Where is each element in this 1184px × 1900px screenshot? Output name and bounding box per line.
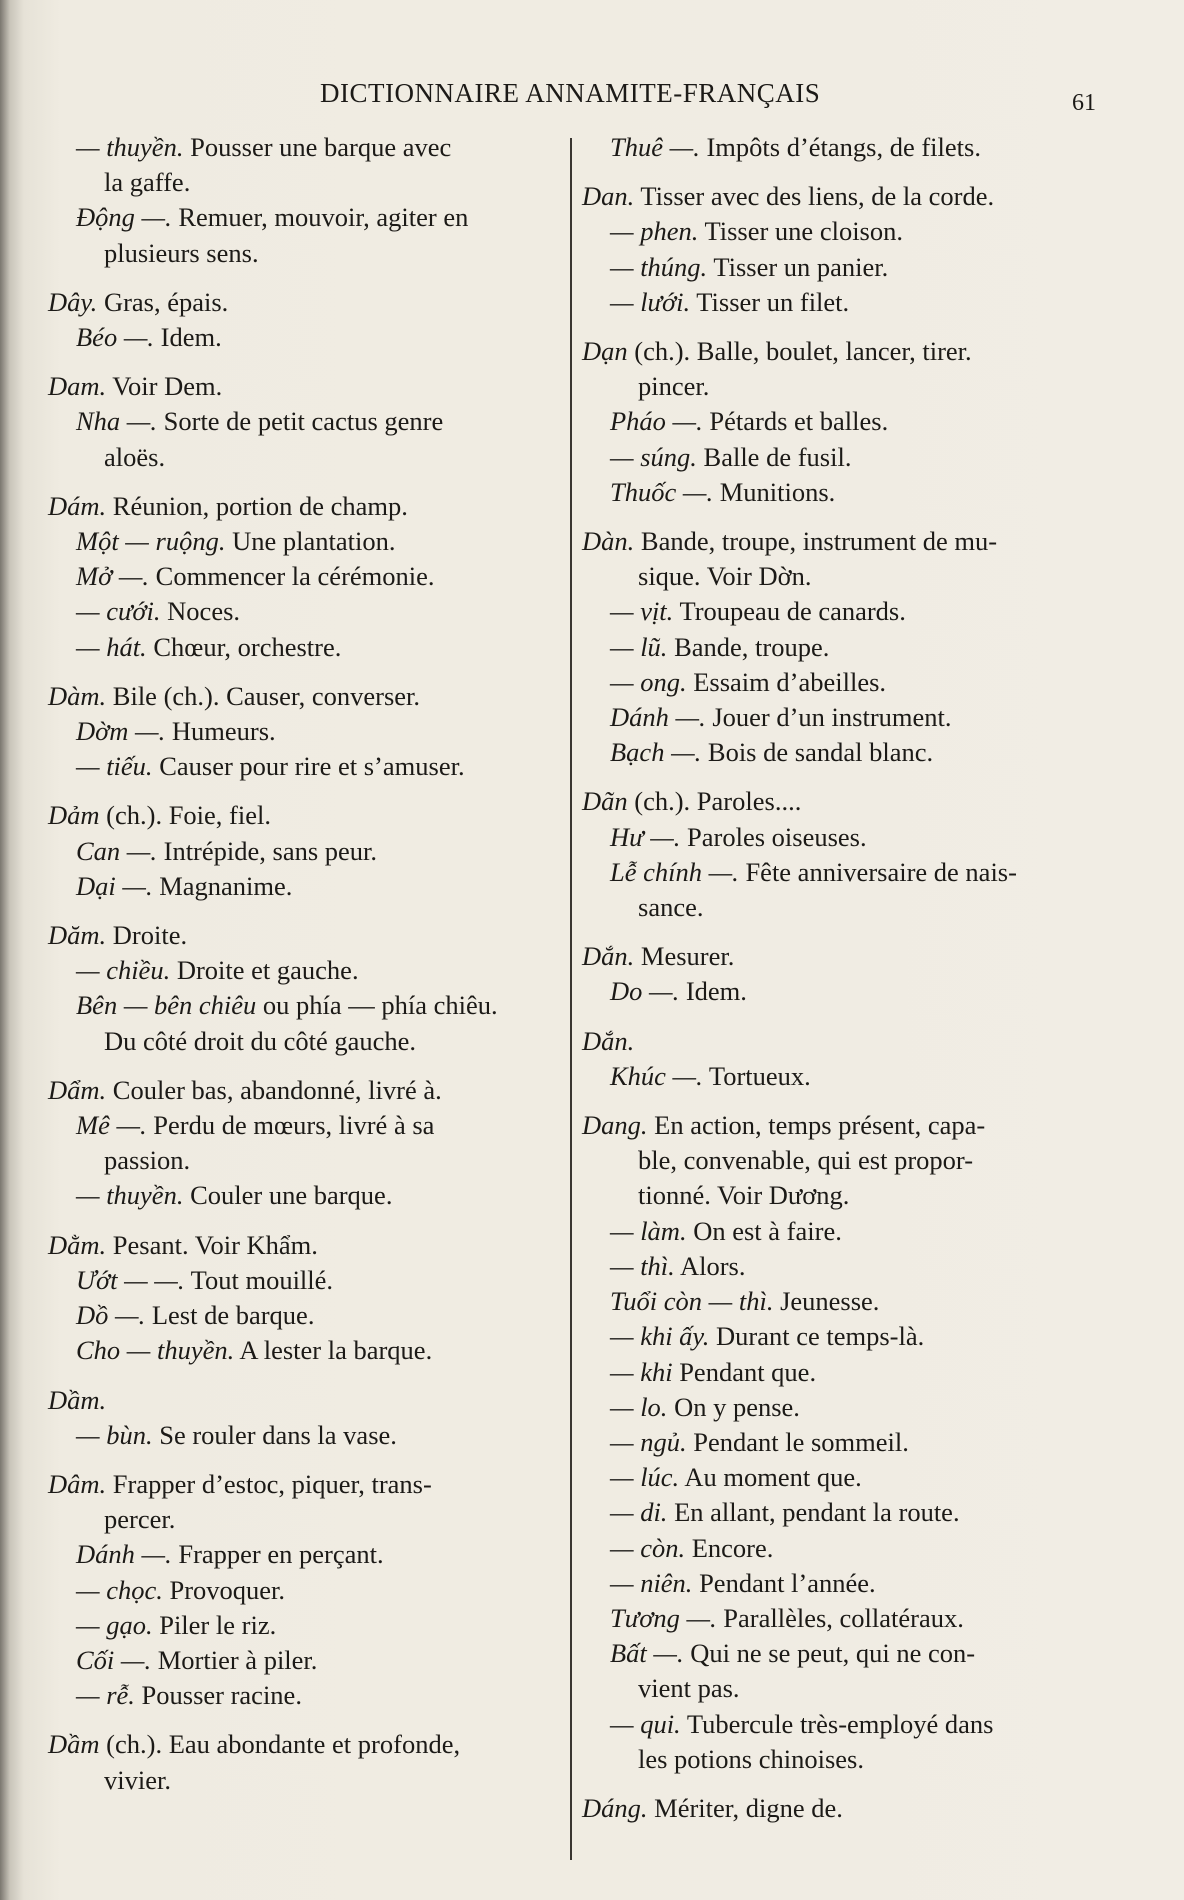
- entry-subentry-line: [582, 1249, 1102, 1284]
- vietnamese-term: — bùn.: [76, 1419, 153, 1450]
- entry-subentry-line: [48, 869, 562, 904]
- french-definition: Lest de barque.: [145, 1300, 315, 1331]
- entry-subentry-line: [582, 1214, 1102, 1249]
- french-definition: (ch.). Balle, boulet, lancer, tirer.: [627, 336, 972, 367]
- vietnamese-term: — lưới.: [610, 286, 691, 317]
- vietnamese-term: Bên — bên chiêu: [76, 990, 257, 1021]
- entry-continuation-line: [48, 1763, 562, 1798]
- french-definition: Remuer, mouvoir, agiter en: [171, 202, 469, 233]
- entry-headword-line: [48, 489, 562, 524]
- vietnamese-term: Dắn.: [582, 941, 635, 972]
- vietnamese-term: Pháo —.: [610, 406, 703, 437]
- vietnamese-term: Dẩm.: [48, 1074, 107, 1105]
- vietnamese-term: Dại —.: [76, 870, 153, 901]
- entry-headword-line: [48, 918, 562, 953]
- french-definition: Tisser un panier.: [707, 251, 889, 282]
- entry-subentry-line: [582, 1601, 1102, 1636]
- vietnamese-term: Dảm: [48, 800, 100, 831]
- entry-gap: [582, 925, 1102, 939]
- vietnamese-term: Dam.: [48, 371, 107, 402]
- entry-subentry-line: [582, 1460, 1102, 1495]
- entry-continuation-line: [48, 236, 562, 271]
- entry-subentry-line: [48, 320, 562, 355]
- french-definition: Mériter, digne de.: [647, 1792, 843, 1823]
- french-definition: Du côté droit du côté gauche.: [104, 1025, 416, 1056]
- entry-gap: [48, 355, 562, 369]
- french-definition: Alors.: [674, 1250, 746, 1281]
- entry-continuation-line: [582, 1178, 1102, 1213]
- entry-subentry-line: [582, 665, 1102, 700]
- french-definition: Idem.: [679, 976, 747, 1007]
- french-definition: Munitions.: [713, 476, 836, 507]
- entry-headword-line: [48, 369, 562, 404]
- vietnamese-term: — thì.: [610, 1250, 675, 1281]
- french-definition: ble, convenable, qui est propor-: [638, 1145, 974, 1176]
- entry-subentry-line: [582, 404, 1102, 439]
- entry-subentry-line: [582, 285, 1102, 320]
- french-definition: Sorte de petit cactus genre: [157, 406, 444, 437]
- vietnamese-term: Thuốc —.: [610, 476, 714, 507]
- french-definition: Jouer d’un instrument.: [705, 702, 952, 733]
- entry-headword-line: [582, 179, 1102, 214]
- vietnamese-term: Tương —.: [610, 1602, 717, 1633]
- vietnamese-term: Dồ —.: [76, 1300, 146, 1331]
- vietnamese-term: — còn.: [610, 1532, 686, 1563]
- vietnamese-term: Béo —.: [76, 322, 155, 353]
- vietnamese-term: — ong.: [610, 666, 687, 697]
- entry-gap: [48, 1713, 562, 1727]
- french-definition: Parallèles, collatéraux.: [716, 1602, 964, 1633]
- french-definition: (ch.). Eau abondante et profonde,: [99, 1729, 461, 1760]
- french-definition: Essaim d’abeilles.: [686, 666, 887, 697]
- entry-gap: [48, 1059, 562, 1073]
- french-definition: Se rouler dans la vase.: [152, 1419, 397, 1450]
- vietnamese-term: Động —.: [76, 202, 172, 233]
- entry-headword-line: [48, 1467, 562, 1502]
- entry-subentry-line: [48, 200, 562, 235]
- page-number: 61: [1072, 90, 1096, 116]
- entry-subentry-line: [582, 974, 1102, 1009]
- french-definition: Une plantation.: [225, 526, 396, 557]
- entry-subentry-line: [582, 1355, 1102, 1390]
- entry-gap: [48, 1453, 562, 1467]
- vietnamese-term: — thuyền.: [76, 1180, 184, 1211]
- page-header: [0, 72, 1184, 122]
- entry-subentry-line: [48, 1418, 562, 1453]
- french-definition: Perdu de mœurs, livré à sa: [146, 1110, 435, 1141]
- entry-continuation-line: [582, 890, 1102, 925]
- french-definition: Encore.: [685, 1532, 774, 1563]
- entry-headword-line: [582, 1108, 1102, 1143]
- entry-gap: [48, 665, 562, 679]
- french-definition: les potions chinoises.: [638, 1743, 864, 1774]
- french-definition: Mesurer.: [634, 941, 735, 972]
- vietnamese-term: Dàm.: [48, 680, 107, 711]
- entry-subentry-line: [48, 1537, 562, 1572]
- vietnamese-term: Do —.: [610, 976, 680, 1007]
- french-definition: Droite.: [106, 920, 188, 951]
- french-definition: Pendant le sommeil.: [686, 1426, 909, 1457]
- french-definition: Noces.: [160, 596, 241, 627]
- entry-headword-line: [48, 798, 562, 833]
- vietnamese-term: Dánh —.: [610, 702, 706, 733]
- entry-subentry-line: [582, 1059, 1102, 1094]
- entry-headword-line: [582, 1024, 1102, 1059]
- french-definition: sance.: [638, 892, 704, 923]
- entry-subentry-line: [582, 1707, 1102, 1742]
- vietnamese-term: Một — ruộng.: [76, 526, 226, 557]
- vietnamese-term: Bất —.: [610, 1638, 684, 1669]
- vietnamese-term: Dăm.: [48, 920, 107, 951]
- vietnamese-term: Mở —.: [76, 561, 150, 592]
- entry-subentry-line: [48, 1608, 562, 1643]
- vietnamese-term: Dãn: [582, 786, 628, 817]
- french-definition: Intrépide, sans peur.: [157, 835, 378, 866]
- entry-continuation-line: [582, 369, 1102, 404]
- french-definition: Fête anniversaire de nais-: [738, 856, 1017, 887]
- entry-subentry-line: [582, 250, 1102, 285]
- vietnamese-term: — vịt.: [610, 596, 674, 627]
- french-definition: Piler le riz.: [152, 1609, 277, 1640]
- entry-continuation-line: [582, 1671, 1102, 1706]
- entry-subentry-line: [582, 440, 1102, 475]
- entry-headword-line: [48, 1228, 562, 1263]
- french-definition: (ch.). Paroles....: [627, 786, 802, 817]
- entry-headword-line: [582, 784, 1102, 819]
- entry-headword-line: [48, 679, 562, 714]
- french-definition: Tisser avec des liens, de la corde.: [634, 181, 995, 212]
- vietnamese-term: — súng.: [610, 441, 697, 472]
- french-definition: aloës.: [104, 441, 166, 472]
- vietnamese-term: — phen.: [610, 216, 699, 247]
- entry-subentry-line: [48, 1678, 562, 1713]
- entry-headword-line: [48, 1383, 562, 1418]
- french-definition: passion.: [104, 1145, 191, 1176]
- entry-continuation-line: [48, 165, 562, 200]
- french-definition: Tisser une cloison.: [698, 216, 903, 247]
- vietnamese-term: Dâm.: [48, 1468, 107, 1499]
- vietnamese-term: Dầm: [48, 1729, 100, 1760]
- vietnamese-term: — thuyền.: [76, 132, 184, 162]
- french-definition: Tortueux.: [702, 1060, 811, 1091]
- entry-continuation-line: [48, 1502, 562, 1537]
- vietnamese-term: Bạch —.: [610, 737, 702, 768]
- entry-subentry-line: [48, 1333, 562, 1368]
- entry-headword-line: [582, 524, 1102, 559]
- entry-subentry-line: [582, 630, 1102, 665]
- french-definition: Paroles oiseuses.: [680, 821, 867, 852]
- vietnamese-term: Dằm.: [48, 1229, 107, 1260]
- entry-gap: [582, 510, 1102, 524]
- entry-continuation-line: [48, 440, 562, 475]
- french-definition: Balle de fusil.: [696, 441, 852, 472]
- vietnamese-term: — chiều.: [76, 955, 171, 986]
- vietnamese-term: Ướt — —.: [76, 1264, 185, 1295]
- entry-gap: [582, 165, 1102, 179]
- french-definition: Tubercule très-employé dans: [680, 1708, 994, 1739]
- entry-subentry-line: [582, 475, 1102, 510]
- vietnamese-term: — rễ.: [76, 1680, 135, 1711]
- entry-subentry-line: [48, 594, 562, 629]
- vietnamese-term: — cưới.: [76, 596, 161, 627]
- entry-subentry-line: [48, 1178, 562, 1213]
- vietnamese-term: — qui.: [610, 1708, 681, 1739]
- french-definition: Réunion, portion de champ.: [106, 490, 408, 521]
- entry-continuation-line: [582, 1143, 1102, 1178]
- entry-subentry-line: [48, 1298, 562, 1333]
- entry-subentry-line: [48, 630, 562, 665]
- vietnamese-term: Dám.: [48, 490, 107, 521]
- vietnamese-term: Dây.: [48, 286, 98, 317]
- vietnamese-term: — làm.: [610, 1215, 687, 1246]
- french-definition: Gras, épais.: [97, 286, 229, 317]
- french-definition: Couler bas, abandonné, livré à.: [106, 1074, 442, 1105]
- entry-subentry-line: [48, 834, 562, 869]
- vietnamese-term: Cối —.: [76, 1644, 152, 1675]
- entry-subentry-line: [48, 714, 562, 749]
- french-definition: ou phía — phía chiêu.: [256, 990, 498, 1021]
- entry-gap: [582, 320, 1102, 334]
- entry-subentry-line: [582, 130, 1102, 165]
- french-definition: Pesant. Voir Khẩm.: [106, 1229, 318, 1260]
- entry-subentry-line: [48, 749, 562, 784]
- vietnamese-term: Dầm.: [48, 1384, 107, 1415]
- entry-subentry-line: [582, 735, 1102, 770]
- vietnamese-term: Dắn.: [582, 1025, 635, 1056]
- french-definition: Impôts d’étangs, de filets.: [699, 132, 981, 162]
- french-definition: A lester la barque.: [234, 1335, 433, 1366]
- entry-subentry-line: [48, 1108, 562, 1143]
- entry-gap: [582, 770, 1102, 784]
- entry-subentry-line: [48, 1263, 562, 1298]
- entry-subentry-line: [48, 1573, 562, 1608]
- entry-subentry-line: [582, 594, 1102, 629]
- french-definition: Jeunesse.: [773, 1286, 880, 1317]
- french-definition: tionné. Voir Dương.: [638, 1180, 850, 1211]
- vietnamese-term: Dang.: [582, 1110, 648, 1141]
- french-definition: Bile (ch.). Causer, converser.: [106, 680, 421, 711]
- vietnamese-term: Thuê —.: [610, 132, 700, 162]
- french-definition: vient pas.: [638, 1673, 740, 1704]
- entry-subentry-line: [582, 1531, 1102, 1566]
- entry-subentry-line: [582, 820, 1102, 855]
- left-column: [48, 130, 562, 1798]
- vietnamese-term: — tiếu.: [76, 751, 153, 782]
- french-definition: Droite et gauche.: [170, 955, 359, 986]
- entry-gap: [48, 1369, 562, 1383]
- entry-subentry-line: [48, 953, 562, 988]
- entry-subentry-line: [48, 130, 562, 165]
- vietnamese-term: — niên.: [610, 1567, 693, 1598]
- vietnamese-term: Nha —.: [76, 406, 157, 437]
- french-definition: Idem.: [154, 322, 222, 353]
- french-definition: Frapper d’estoc, piquer, trans-: [106, 1468, 432, 1499]
- entry-subentry-line: [48, 988, 562, 1023]
- french-definition: Qui ne se peut, qui ne con-: [683, 1638, 976, 1669]
- entry-headword-line: [48, 1073, 562, 1108]
- entry-subentry-line: [582, 1566, 1102, 1601]
- vietnamese-term: — khi ấy.: [610, 1321, 710, 1352]
- french-definition: Humeurs.: [165, 716, 276, 747]
- french-definition: Pétards et balles.: [702, 406, 889, 437]
- entry-gap: [48, 475, 562, 489]
- vietnamese-term: Cho — thuyền.: [76, 1335, 235, 1366]
- french-definition: Couler une barque.: [183, 1180, 393, 1211]
- vietnamese-term: Mê —.: [76, 1110, 147, 1141]
- vietnamese-term: Dờm —.: [76, 716, 166, 747]
- entry-subentry-line: [582, 1319, 1102, 1354]
- entry-gap: [48, 904, 562, 918]
- french-definition: Bande, troupe.: [667, 631, 830, 662]
- entry-continuation-line: [48, 1024, 562, 1059]
- entry-subentry-line: [48, 1643, 562, 1678]
- french-definition: Voir Dem.: [106, 371, 223, 402]
- french-definition: Frapper en perçant.: [171, 1539, 384, 1570]
- french-definition: Causer pour rire et s’amuser.: [152, 751, 465, 782]
- running-title: DICTIONNAIRE ANNAMITE-FRANÇAIS: [320, 78, 821, 108]
- entry-continuation-line: [582, 1742, 1102, 1777]
- entry-subentry-line: [48, 524, 562, 559]
- entry-subentry-line: [582, 214, 1102, 249]
- vietnamese-term: Lễ chính —.: [610, 856, 739, 887]
- vietnamese-term: — ngủ.: [610, 1426, 687, 1457]
- french-definition: Durant ce temps-là.: [709, 1321, 925, 1352]
- french-definition: On y pense.: [667, 1391, 800, 1422]
- entry-headword-line: [582, 939, 1102, 974]
- entry-subentry-line: [582, 700, 1102, 735]
- entry-subentry-line: [582, 1390, 1102, 1425]
- vietnamese-term: Tuổi còn — thì.: [610, 1286, 774, 1317]
- vietnamese-term: Dạn: [582, 336, 628, 367]
- vietnamese-term: — thúng.: [610, 251, 708, 282]
- entry-subentry-line: [582, 1425, 1102, 1460]
- french-definition: Provoquer.: [162, 1574, 286, 1605]
- entry-subentry-line: [582, 1495, 1102, 1530]
- french-definition: Troupeau de canards.: [673, 596, 906, 627]
- french-definition: sique. Voir Dờn.: [638, 561, 812, 592]
- entry-subentry-line: [582, 1284, 1102, 1319]
- french-definition: Au moment que.: [679, 1462, 862, 1493]
- french-definition: Pousser racine.: [134, 1680, 302, 1711]
- entry-gap: [48, 271, 562, 285]
- vietnamese-term: Dáng.: [582, 1792, 648, 1823]
- vietnamese-term: Hư —.: [610, 821, 681, 852]
- french-definition: vivier.: [104, 1764, 171, 1795]
- vietnamese-term: — gạo.: [76, 1609, 153, 1640]
- entry-headword-line: [582, 1791, 1102, 1826]
- french-definition: percer.: [104, 1504, 176, 1535]
- french-definition: Pousser une barque avec: [183, 132, 452, 162]
- french-definition: Pendant l’année.: [692, 1567, 876, 1598]
- vietnamese-term: — lũ.: [610, 631, 668, 662]
- french-definition: Commencer la cérémonie.: [149, 561, 435, 592]
- vietnamese-term: — chọc.: [76, 1574, 163, 1605]
- entry-gap: [48, 1214, 562, 1228]
- entry-subentry-line: [48, 559, 562, 594]
- vietnamese-term: — di.: [610, 1497, 668, 1528]
- french-definition: En action, temps présent, capa-: [647, 1110, 986, 1141]
- vietnamese-term: Can —.: [76, 835, 157, 866]
- french-definition: (ch.). Foie, fiel.: [99, 800, 271, 831]
- vietnamese-term: Dàn.: [582, 526, 635, 557]
- french-definition: pincer.: [638, 371, 710, 402]
- vietnamese-term: — hát.: [76, 631, 147, 662]
- entry-gap: [48, 784, 562, 798]
- entry-subentry-line: [48, 404, 562, 439]
- french-definition: Tout mouillé.: [184, 1264, 334, 1295]
- french-definition: Mortier à piler.: [151, 1644, 318, 1675]
- french-definition: Magnanime.: [152, 870, 293, 901]
- entry-continuation-line: [48, 1143, 562, 1178]
- vietnamese-term: Dan.: [582, 181, 635, 212]
- entry-gap: [582, 1094, 1102, 1108]
- french-definition: On est à faire.: [686, 1215, 842, 1246]
- vietnamese-term: Khúc —.: [610, 1060, 703, 1091]
- entry-gap: [582, 1010, 1102, 1024]
- entry-headword-line: [582, 334, 1102, 369]
- vietnamese-term: — lúc.: [610, 1462, 680, 1493]
- vietnamese-term: — lo.: [610, 1391, 668, 1422]
- french-definition: Pendant que.: [672, 1356, 817, 1387]
- vietnamese-term: — khi: [610, 1356, 673, 1387]
- french-definition: plusieurs sens.: [104, 237, 259, 268]
- right-column: [582, 130, 1102, 1826]
- french-definition: Chœur, orchestre.: [146, 631, 342, 662]
- column-divider: [570, 138, 572, 1860]
- entry-headword-line: [48, 1727, 562, 1762]
- entry-gap: [582, 1777, 1102, 1791]
- french-definition: En allant, pendant la route.: [667, 1497, 960, 1528]
- french-definition: Tisser un filet.: [690, 286, 850, 317]
- entry-subentry-line: [582, 1636, 1102, 1671]
- entry-continuation-line: [582, 559, 1102, 594]
- french-definition: la gaffe.: [104, 167, 191, 198]
- french-definition: Bande, troupe, instrument de mu-: [634, 526, 998, 557]
- vietnamese-term: Dánh —.: [76, 1539, 172, 1570]
- entry-subentry-line: [582, 855, 1102, 890]
- entry-headword-line: [48, 285, 562, 320]
- french-definition: Bois de sandal blanc.: [701, 737, 934, 768]
